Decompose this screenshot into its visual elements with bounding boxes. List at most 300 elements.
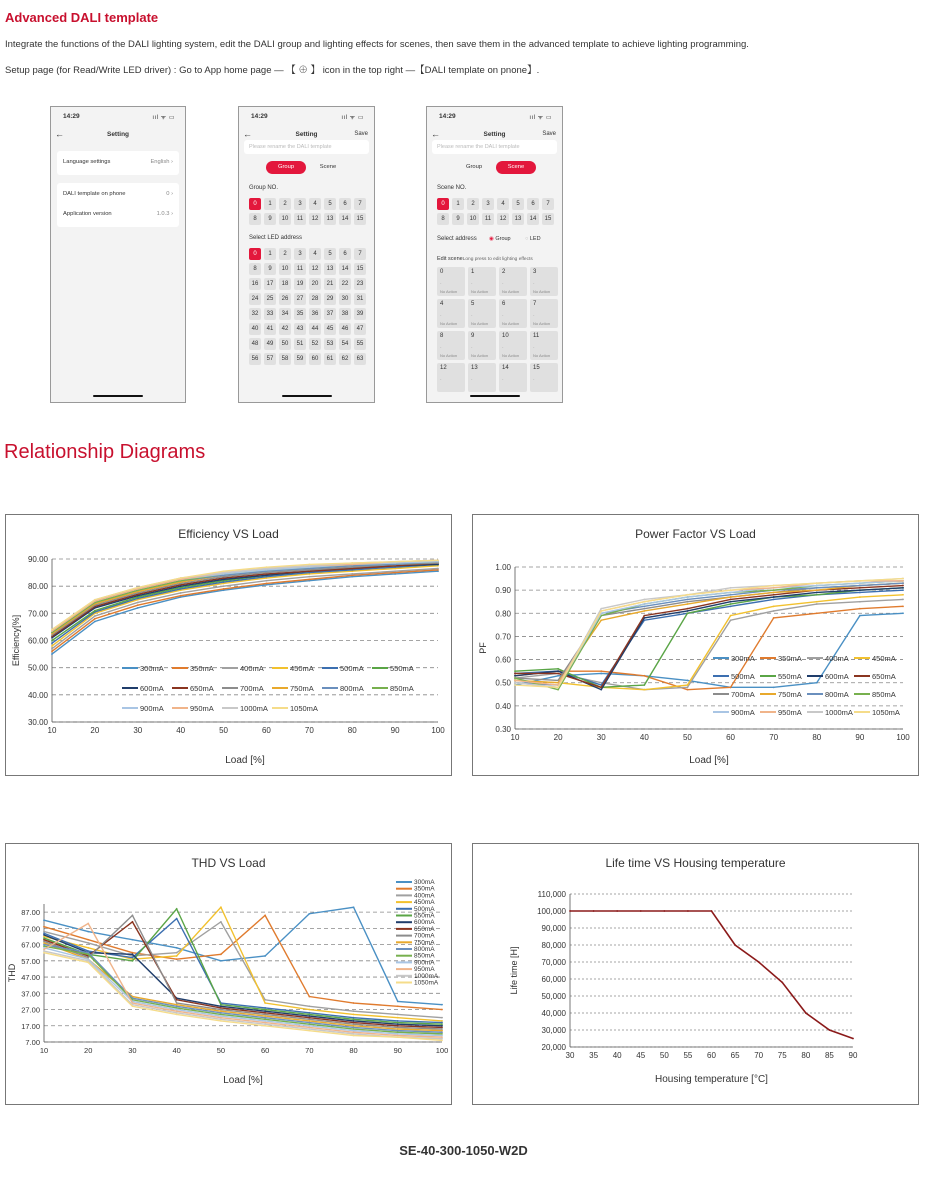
- led-address-cell[interactable]: 3: [294, 248, 306, 260]
- scene-number-cell[interactable]: 5: [512, 198, 524, 210]
- x-tick-label: 45: [636, 1051, 646, 1060]
- data-point-300mA: [87, 931, 89, 933]
- data-point-950mA: [773, 587, 775, 589]
- legend-label: 700mA: [240, 684, 264, 693]
- led-address-cell[interactable]: 18: [279, 278, 291, 290]
- status-bar: [51, 107, 185, 121]
- scene-number-cell[interactable]: 15: [542, 213, 554, 225]
- group-number-cell[interactable]: 15: [354, 213, 366, 225]
- legend-label: 450mA: [414, 899, 435, 907]
- scene-number: 7: [533, 301, 537, 307]
- led-address-cell[interactable]: 55: [354, 338, 366, 350]
- legend-label: 600mA: [825, 672, 849, 681]
- scene-number: 1: [471, 269, 475, 275]
- data-point-1050mA: [180, 577, 182, 579]
- scene-number-cell[interactable]: 12: [497, 213, 509, 225]
- legend-label: 1050mA: [290, 704, 318, 713]
- data-point-800mA: [264, 1017, 266, 1019]
- data-point-350mA: [600, 670, 602, 672]
- data-point-550mA: [132, 960, 134, 962]
- data-point-450mA: [859, 596, 861, 598]
- home-indicator: [93, 395, 143, 397]
- led-address-cell[interactable]: 57: [264, 353, 276, 365]
- legend-label: 650mA: [190, 684, 214, 693]
- y-tick-label: 50,000: [541, 992, 566, 1001]
- data-point-500mA: [132, 957, 134, 959]
- x-tick-label: 60: [260, 1046, 270, 1055]
- scene-number-cell[interactable]: 7: [542, 198, 554, 210]
- data-point-450mA: [353, 1014, 355, 1016]
- group-number-cell[interactable]: 1: [264, 198, 276, 210]
- group-number-cell[interactable]: 11: [294, 213, 306, 225]
- led-address-cell[interactable]: 56: [249, 353, 261, 365]
- x-tick-label: 100: [896, 733, 910, 742]
- y-tick-label: 40.00: [27, 690, 48, 700]
- legend-label: 500mA: [731, 672, 755, 681]
- data-point-950mA: [441, 1036, 443, 1038]
- data-point-300mA: [176, 947, 178, 949]
- scene-edit-cell[interactable]: [499, 331, 527, 360]
- x-tick-label: 70: [769, 733, 779, 742]
- led-address-cell[interactable]: 40: [249, 323, 261, 335]
- scene-edit-cell[interactable]: [530, 363, 558, 392]
- data-point-600mA: [132, 953, 134, 955]
- chart-title: Efficiency VS Load: [178, 527, 279, 541]
- group-number-cell[interactable]: 6: [339, 198, 351, 210]
- y-tick-label: 20,000: [541, 1043, 566, 1052]
- led-address-cell[interactable]: 4: [309, 248, 321, 260]
- scene-number-cell[interactable]: 2: [467, 198, 479, 210]
- scene-dash: -: [471, 312, 473, 317]
- led-address-cell[interactable]: 53: [324, 338, 336, 350]
- data-point-450mA: [87, 947, 89, 949]
- led-address-cell[interactable]: 61: [324, 353, 336, 365]
- scene-edit-cell[interactable]: [530, 331, 558, 360]
- led-address-cell[interactable]: 45: [324, 323, 336, 335]
- data-point-350mA: [441, 1009, 443, 1011]
- data-point-900mA: [730, 592, 732, 594]
- scene-edit-cell[interactable]: [468, 363, 496, 392]
- group-number-cell[interactable]: 9: [264, 213, 276, 225]
- rename-input[interactable]: Please rename the DALI template: [244, 140, 369, 154]
- scene-number-cell[interactable]: 4: [497, 198, 509, 210]
- scene-edit-cell[interactable]: [468, 267, 496, 296]
- led-address-cell[interactable]: 13: [324, 263, 336, 275]
- group-number-cell[interactable]: 2: [279, 198, 291, 210]
- data-point-400mA: [308, 1005, 310, 1007]
- data-point-400mA: [687, 686, 689, 688]
- led-address-cell[interactable]: 41: [264, 323, 276, 335]
- scene-edit-cell[interactable]: [437, 331, 465, 360]
- legend-label: 650mA: [414, 925, 435, 933]
- data-point-650mA: [859, 587, 861, 589]
- data-point-500mA: [441, 1022, 443, 1024]
- led-address-cell[interactable]: 28: [309, 293, 321, 305]
- lifetime-chart-panel: [472, 843, 919, 1105]
- led-address-cell[interactable]: 35: [294, 308, 306, 320]
- led-address-cell[interactable]: 59: [294, 353, 306, 365]
- y-tick-label: 37.00: [21, 989, 40, 999]
- data-point-550mA: [308, 1014, 310, 1016]
- legend-label: 1000mA: [414, 972, 439, 980]
- scene-edit-cell[interactable]: [530, 299, 558, 328]
- legend-label: 750mA: [414, 939, 435, 947]
- rename-input[interactable]: Please rename the DALI template: [432, 140, 557, 154]
- data-point-400mA: [43, 931, 45, 933]
- data-point-700mA: [308, 1018, 310, 1020]
- scene-edit-cell[interactable]: [530, 267, 558, 296]
- data-point-600mA: [441, 1025, 443, 1027]
- row-label: Application version: [63, 211, 112, 217]
- x-tick-label: 10: [47, 726, 57, 735]
- x-tick-label: 85: [824, 1051, 834, 1060]
- scene-dash: -: [502, 376, 504, 381]
- data-point-950mA: [220, 1017, 222, 1019]
- scene-number-cell[interactable]: 14: [527, 213, 539, 225]
- data-point-750mA: [308, 1020, 310, 1022]
- tab-scene[interactable]: Scene: [496, 161, 536, 174]
- intro-text: Integrate the functions of the DALI lighting system, edit the DALI group and lighting effects for scenes, then save them in the advanced template to achieve lighting programming.: [5, 39, 749, 50]
- scene-edit-cell[interactable]: [468, 331, 496, 360]
- data-point-400mA: [180, 592, 182, 594]
- data-point-700mA: [264, 1014, 266, 1016]
- power-factor-chart-panel: [472, 514, 919, 776]
- data-point-400mA: [859, 601, 861, 603]
- led-address-cell[interactable]: 38: [339, 308, 351, 320]
- data-point-900mA: [353, 1030, 355, 1032]
- scene-action-label: No Action: [471, 289, 489, 294]
- data-point-650mA: [220, 1007, 222, 1009]
- edit-scene-label: [437, 256, 533, 262]
- legend-label: 550mA: [414, 912, 435, 920]
- data-point-350mA: [132, 952, 134, 954]
- legend-label: 500mA: [414, 905, 435, 913]
- x-tick-label: 35: [589, 1051, 599, 1060]
- legend-label: 400mA: [240, 664, 264, 673]
- data-point-Life time: [711, 910, 713, 912]
- scene-edit-cell[interactable]: [499, 267, 527, 296]
- data-point-650mA: [643, 615, 645, 617]
- chart-title: Power Factor VS Load: [635, 527, 756, 541]
- scene-dash: -: [502, 344, 504, 349]
- data-point-500mA: [902, 589, 904, 591]
- data-point-400mA: [266, 580, 268, 582]
- led-address-cell[interactable]: 60: [309, 353, 321, 365]
- scene-number-cell[interactable]: 0: [437, 198, 449, 210]
- data-point-750mA: [730, 596, 732, 598]
- led-address-cell[interactable]: 17: [264, 278, 276, 290]
- led-address-cell[interactable]: 10: [279, 263, 291, 275]
- data-point-950mA: [308, 1026, 310, 1028]
- back-arrow-icon[interactable]: ←: [55, 129, 64, 139]
- scene-edit-cell[interactable]: [499, 299, 527, 328]
- scene-edit-cell[interactable]: [437, 363, 465, 392]
- radio-group[interactable]: [489, 236, 511, 242]
- legend-label: 850mA: [414, 952, 435, 960]
- scene-dash: -: [440, 376, 442, 381]
- led-address-cell[interactable]: 26: [279, 293, 291, 305]
- x-tick-label: 40: [176, 726, 186, 735]
- data-point-450mA: [902, 594, 904, 596]
- section-title: Relationship Diagrams: [4, 441, 206, 463]
- led-address-cell[interactable]: 63: [354, 353, 366, 365]
- scene-edit-cell[interactable]: [437, 299, 465, 328]
- led-address-cell[interactable]: 32: [249, 308, 261, 320]
- scene-action-label: No Action: [502, 321, 520, 326]
- settings-row-dali-template[interactable]: [63, 191, 173, 197]
- led-address-cell[interactable]: 5: [324, 248, 336, 260]
- data-point-650mA: [902, 585, 904, 587]
- data-point-1050mA: [94, 599, 96, 601]
- x-tick-label: 20: [553, 733, 563, 742]
- data-point-Life time: [687, 910, 689, 912]
- data-point-550mA: [51, 640, 53, 642]
- data-point-1050mA: [308, 564, 310, 566]
- back-arrow-icon[interactable]: ←: [431, 129, 440, 139]
- data-point-300mA: [308, 913, 310, 915]
- home-indicator: [282, 395, 332, 397]
- scene-number-cell[interactable]: 11: [482, 213, 494, 225]
- tab-scene[interactable]: Scene: [319, 164, 337, 170]
- save-button[interactable]: Save: [542, 131, 556, 137]
- scene-edit-cell[interactable]: [437, 267, 465, 296]
- led-address-cell[interactable]: 1: [264, 248, 276, 260]
- data-point-1050mA: [394, 561, 396, 563]
- led-address-cell[interactable]: 7: [354, 248, 366, 260]
- group-number-cell[interactable]: 7: [354, 198, 366, 210]
- led-address-cell[interactable]: 27: [294, 293, 306, 305]
- status-bar: [427, 107, 562, 121]
- scene-number: 9: [471, 333, 475, 339]
- led-address-cell[interactable]: 46: [339, 323, 351, 335]
- radio-led[interactable]: [525, 236, 541, 242]
- data-point-350mA: [687, 689, 689, 691]
- data-point-600mA: [557, 670, 559, 672]
- led-address-cell[interactable]: 20: [309, 278, 321, 290]
- data-point-950mA: [264, 1022, 266, 1024]
- data-point-300mA: [902, 612, 904, 614]
- x-tick-label: 100: [435, 1046, 449, 1055]
- led-address-cell[interactable]: 19: [294, 278, 306, 290]
- group-number-cell[interactable]: 13: [324, 213, 336, 225]
- led-address-cell[interactable]: 43: [294, 323, 306, 335]
- data-point-1050mA: [43, 952, 45, 954]
- scene-number: 8: [440, 333, 444, 339]
- led-address-cell[interactable]: 16: [249, 278, 261, 290]
- led-address-cell[interactable]: 8: [249, 263, 261, 275]
- data-point-350mA: [859, 608, 861, 610]
- legend-label: 400mA: [825, 654, 849, 663]
- data-point-350mA: [266, 583, 268, 585]
- led-address-cell[interactable]: 9: [264, 263, 276, 275]
- led-address-cell[interactable]: 50: [279, 338, 291, 350]
- led-address-cell[interactable]: 21: [324, 278, 336, 290]
- data-point-350mA: [264, 914, 266, 916]
- data-point-1050mA: [902, 578, 904, 580]
- legend-label: 500mA: [340, 664, 364, 673]
- scene-number-cell[interactable]: 1: [452, 198, 464, 210]
- scene-number-cell[interactable]: 13: [512, 213, 524, 225]
- scene-number: 13: [471, 365, 478, 371]
- row-label: DALI template on phone: [63, 191, 126, 197]
- led-address-cell[interactable]: 12: [309, 263, 321, 275]
- scene-edit-cell[interactable]: [468, 299, 496, 328]
- data-point-300mA: [600, 673, 602, 675]
- scene-number-cell[interactable]: 10: [467, 213, 479, 225]
- scene-number: 10: [502, 333, 509, 339]
- data-point-750mA: [773, 592, 775, 594]
- data-point-500mA: [43, 932, 45, 934]
- legend-label: 300mA: [414, 879, 435, 886]
- group-number-cell[interactable]: 12: [309, 213, 321, 225]
- group-number-cell[interactable]: 4: [309, 198, 321, 210]
- x-tick-label: 80: [349, 1046, 358, 1055]
- scene-number-cell[interactable]: 6: [527, 198, 539, 210]
- led-address-cell[interactable]: 23: [354, 278, 366, 290]
- led-address-cell[interactable]: 2: [279, 248, 291, 260]
- led-address-cell[interactable]: 29: [324, 293, 336, 305]
- y-tick-label: 0.60: [495, 655, 511, 665]
- led-address-cell[interactable]: 34: [279, 308, 291, 320]
- led-address-cell[interactable]: 31: [354, 293, 366, 305]
- data-point-800mA: [308, 1022, 310, 1024]
- led-address-cell[interactable]: 6: [339, 248, 351, 260]
- scene-number-cell[interactable]: 9: [452, 213, 464, 225]
- led-address-cell[interactable]: 52: [309, 338, 321, 350]
- scene-number: 0: [440, 269, 444, 275]
- y-tick-label: 60.00: [27, 636, 48, 646]
- led-address-cell[interactable]: 39: [354, 308, 366, 320]
- led-address-cell[interactable]: 51: [294, 338, 306, 350]
- x-tick-label: 90: [390, 726, 400, 735]
- led-address-cell[interactable]: 48: [249, 338, 261, 350]
- led-address-cell[interactable]: 54: [339, 338, 351, 350]
- led-address-cell[interactable]: 11: [294, 263, 306, 275]
- series-line-350mA: [44, 912, 442, 1009]
- y-tick-label: 67.00: [21, 940, 40, 950]
- led-address-cell[interactable]: 15: [354, 263, 366, 275]
- data-point-1050mA: [264, 1025, 266, 1027]
- legend-label: 650mA: [872, 672, 896, 681]
- data-point-550mA: [514, 670, 516, 672]
- data-point-500mA: [859, 592, 861, 594]
- scene-action-label: No Action: [502, 289, 520, 294]
- data-point-600mA: [353, 1020, 355, 1022]
- data-point-700mA: [441, 1028, 443, 1030]
- group-number-cell[interactable]: 0: [249, 198, 261, 210]
- status-time: 14:29: [63, 113, 80, 120]
- data-point-800mA: [220, 1012, 222, 1014]
- group-number-cell[interactable]: 8: [249, 213, 261, 225]
- led-address-cell[interactable]: 58: [279, 353, 291, 365]
- save-button[interactable]: Save: [354, 131, 368, 137]
- group-number-cell[interactable]: 10: [279, 213, 291, 225]
- settings-row-language[interactable]: [63, 159, 173, 165]
- data-point-1050mA: [437, 559, 439, 561]
- scene-number: 15: [533, 365, 540, 371]
- scene-action-label: No Action: [533, 321, 551, 326]
- model-number: SE-40-300-1050-W2D: [399, 1143, 528, 1158]
- led-address-cell[interactable]: 33: [264, 308, 276, 320]
- led-address-cell[interactable]: 49: [264, 338, 276, 350]
- data-point-900mA: [816, 585, 818, 587]
- scene-number-cell[interactable]: 3: [482, 198, 494, 210]
- scene-action-label: No Action: [471, 353, 489, 358]
- x-tick-label: 50: [216, 1046, 226, 1055]
- scene-action-label: No Action: [440, 289, 458, 294]
- screen-title: Setting: [106, 131, 130, 138]
- data-point-1050mA: [816, 582, 818, 584]
- scene-number-cell[interactable]: 8: [437, 213, 449, 225]
- data-point-Life time: [758, 961, 760, 963]
- data-point-300mA: [441, 1004, 443, 1006]
- data-point-450mA: [308, 1009, 310, 1011]
- data-point-800mA: [859, 585, 861, 587]
- legend-label: 300mA: [731, 654, 755, 663]
- scene-dash: -: [471, 376, 473, 381]
- data-point-900mA: [308, 1025, 310, 1027]
- x-tick-label: 20: [90, 726, 100, 735]
- legend-label: 1050mA: [872, 708, 900, 717]
- back-arrow-icon[interactable]: ←: [243, 129, 252, 139]
- data-point-1050mA: [859, 580, 861, 582]
- led-address-cell[interactable]: 30: [339, 293, 351, 305]
- x-tick-label: 70: [305, 1046, 314, 1055]
- data-point-350mA: [902, 605, 904, 607]
- led-address-cell[interactable]: 22: [339, 278, 351, 290]
- data-point-950mA: [353, 1031, 355, 1033]
- led-address-cell[interactable]: 47: [354, 323, 366, 335]
- led-address-cell[interactable]: 24: [249, 293, 261, 305]
- data-point-750mA: [687, 603, 689, 605]
- led-address-cell[interactable]: 36: [309, 308, 321, 320]
- led-address-cell[interactable]: 62: [339, 353, 351, 365]
- led-address-cell[interactable]: 42: [279, 323, 291, 335]
- data-point-1000mA: [264, 1023, 266, 1025]
- led-address-cell[interactable]: 14: [339, 263, 351, 275]
- scene-edit-cell[interactable]: [499, 363, 527, 392]
- group-number-cell[interactable]: 5: [324, 198, 336, 210]
- led-address-cell[interactable]: 0: [249, 248, 261, 260]
- data-point-650mA: [687, 608, 689, 610]
- data-point-650mA: [132, 921, 134, 923]
- x-axis-label: Load [%]: [689, 755, 729, 766]
- page-title: Advanced DALI template: [5, 10, 159, 25]
- signal-wifi-battery-icon: ııl ᯤ ▭: [529, 115, 552, 121]
- settings-row-app-version[interactable]: [63, 211, 173, 217]
- radio-selected-icon: ◉: [489, 236, 496, 242]
- data-point-1050mA: [308, 1030, 310, 1032]
- data-point-350mA: [397, 1005, 399, 1007]
- led-address-cell[interactable]: 44: [309, 323, 321, 335]
- led-address-cell[interactable]: 25: [264, 293, 276, 305]
- data-point-350mA: [43, 926, 45, 928]
- data-point-350mA: [308, 996, 310, 998]
- group-number-cell[interactable]: 3: [294, 198, 306, 210]
- group-number-cell[interactable]: 14: [339, 213, 351, 225]
- x-tick-label: 70: [304, 726, 314, 735]
- data-point-400mA: [730, 619, 732, 621]
- scene-number: 5: [471, 301, 475, 307]
- tab-group[interactable]: Group: [266, 161, 306, 174]
- led-address-cell[interactable]: 37: [324, 308, 336, 320]
- tab-group[interactable]: Group: [465, 164, 483, 170]
- data-point-550mA: [94, 610, 96, 612]
- data-point-1000mA: [87, 960, 89, 962]
- data-point-850mA: [397, 1031, 399, 1033]
- data-point-350mA: [137, 604, 139, 606]
- data-point-550mA: [220, 1004, 222, 1006]
